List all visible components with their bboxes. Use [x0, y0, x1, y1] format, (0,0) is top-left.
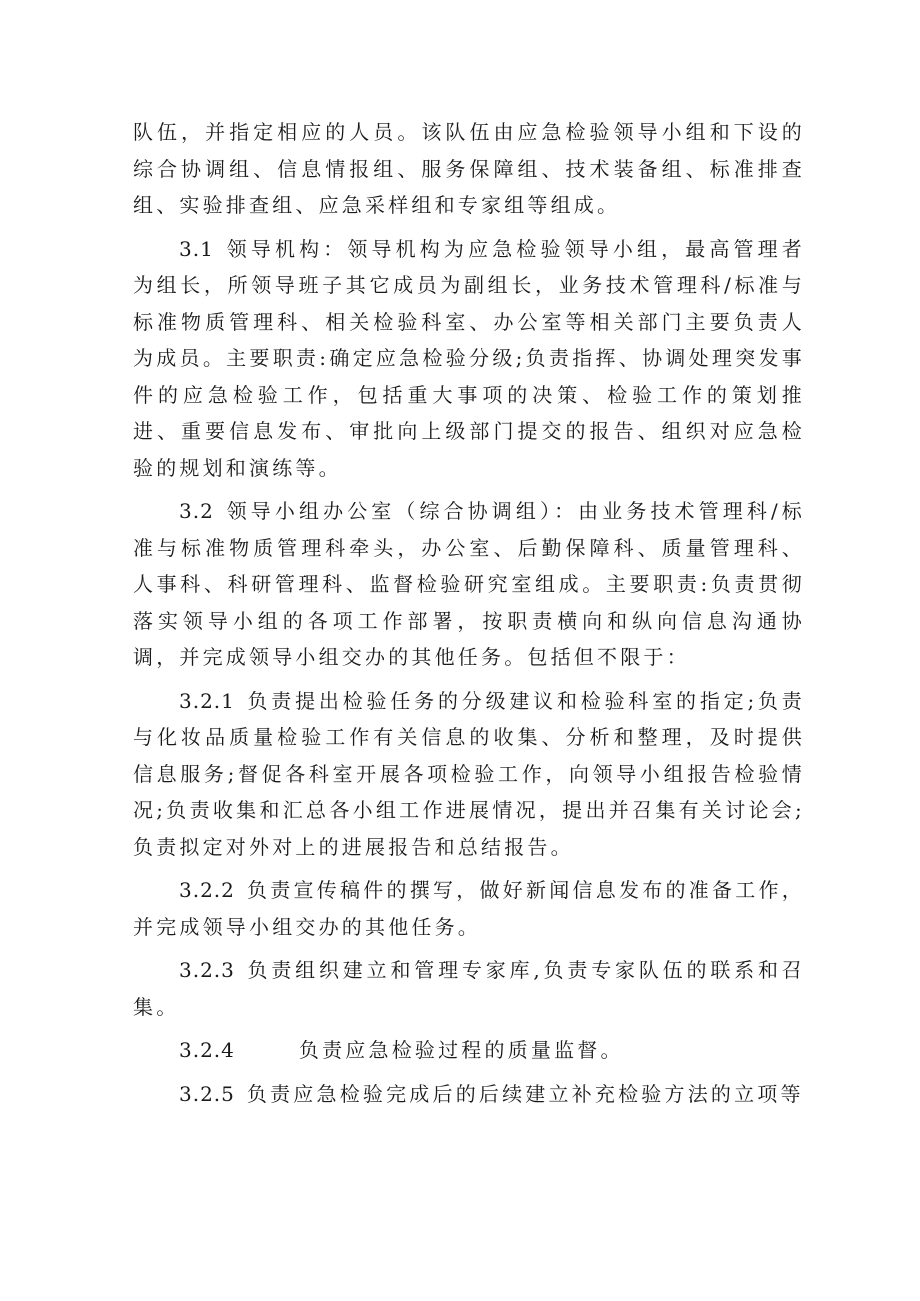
section-3-1: [133, 231, 805, 487]
section-3-2-4: [133, 1032, 805, 1069]
section-number: 3.2.2: [179, 878, 235, 902]
paragraph-text: 队伍，并指定相应的人员。该队伍由应急检验领导小组和下设的综合协调组、信息情报组、服务保障组、技术装备组、标准排查组、实验排查组、应急采样组和专家组等组成。: [133, 120, 805, 217]
section-3-2-1: [133, 683, 805, 866]
paragraph-text: 负责提出检验任务的分级建议和检验科室的指定;负责与化妆品质量检验工作有关信息的收集、分析和整理，及时提供信息服务;督促各科室开展各项检验工作，向领导小组报告检验情况;负责收集和汇总各小组工作进展情况，提出并召集有关讨论会;负责拟定对外对上的进展报告和总结报告。: [133, 688, 805, 859]
section-3-2-2: [133, 872, 805, 945]
section-3-2-5: [133, 1076, 805, 1113]
section-number: 3.2: [179, 499, 214, 523]
document-body: [133, 114, 805, 1119]
section-3-2-3: [133, 952, 805, 1025]
section-number: 3.1: [179, 236, 214, 261]
section-number: 3.2.3: [179, 958, 235, 982]
section-number: 3.2.5: [179, 1081, 235, 1106]
paragraph-text: 领导小组办公室（综合协调组）：由业务技术管理科/标准与标准物质管理科牵头，办公室、后勤保障科、质量管理科、人事科、科研管理科、监督检验研究室组成。主要职责:负责贯彻落实领导小组的各项工作部署，按职责横向和纵向信息沟通协调，并完成领导小组交办的其他任务。包括但不限于：: [133, 499, 805, 669]
paragraph-text: 领导机构：领导机构为应急检验领导小组，最高管理者为组长，所领导班子其它成员为副组长，业务技术管理科/标准与标准物质管理科、相关检验科室、办公室等相关部门主要负责人为成员。主要职责:确定应急检验分级;负责指挥、协调处理突发事件的应急检验工作，包括重大事项的决策、检验工作的策划推进、重要信息发布、审批向上级部门提交的报告、组织对应急检验的规划和演练等。: [133, 236, 805, 480]
paragraph-text: 负责宣传稿件的撰写，做好新闻信息发布的准备工作，并完成领导小组交办的其他任务。: [133, 878, 805, 939]
paragraph-continuation: [133, 114, 805, 224]
section-3-2: [133, 493, 805, 676]
paragraph-text: 负责组织建立和管理专家库,负责专家队伍的联系和召集。: [133, 958, 805, 1019]
section-number: 3.2.4: [179, 1038, 235, 1062]
paragraph-text: 负责应急检验过程的质量监督。: [298, 1038, 624, 1062]
paragraph-text: 负责应急检验完成后的后续建立补充检验方法的立项等: [246, 1081, 804, 1106]
section-number: 3.2.1: [179, 688, 235, 713]
